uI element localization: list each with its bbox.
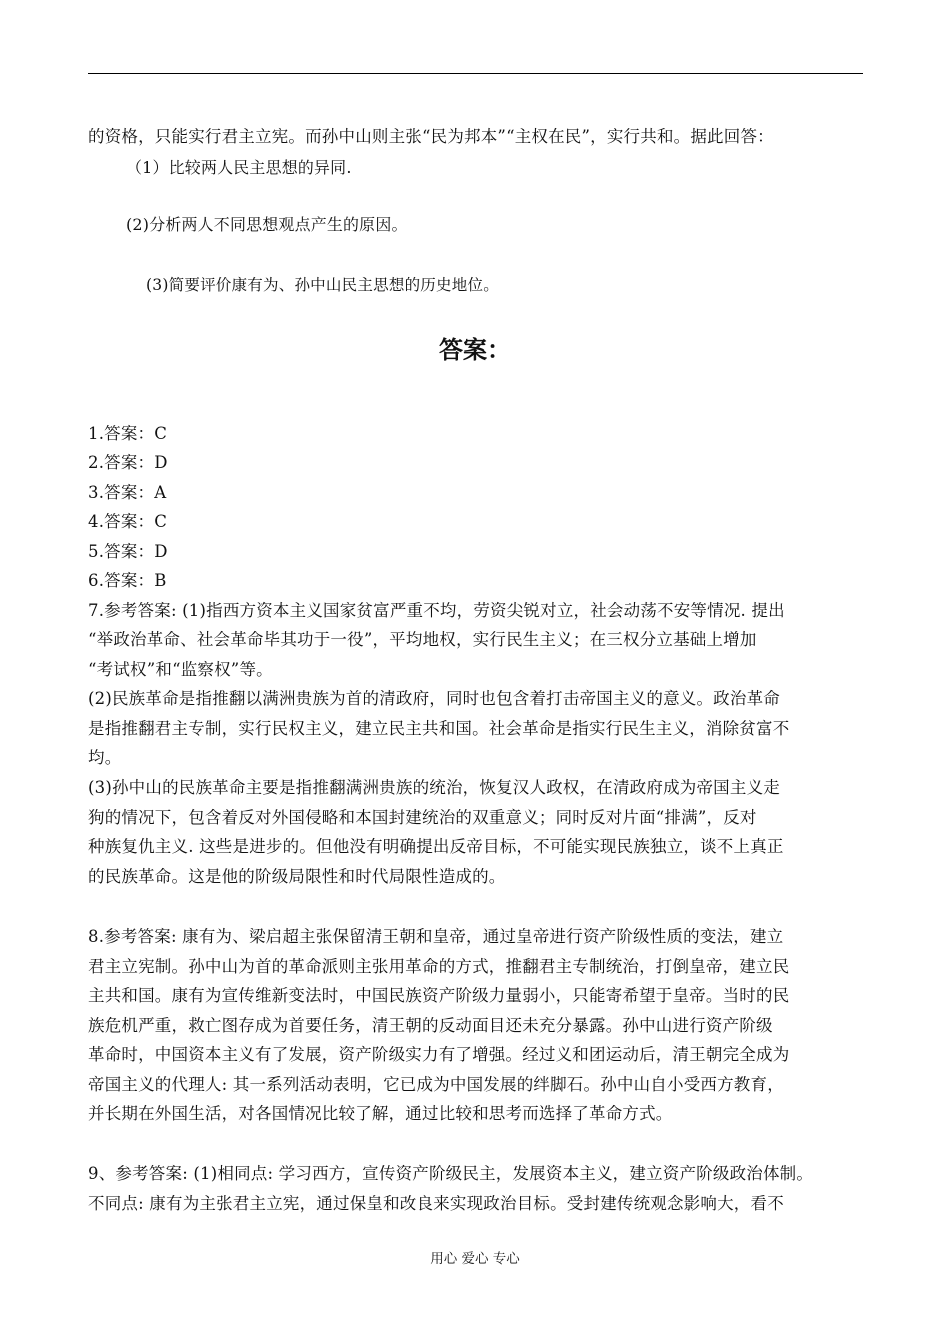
answer9-line: 不同点: 康有为主张君主立宪，通过保皇和改良来实现政治目标。受封建传统观念影响大，看不: [88, 1194, 784, 1213]
answer-line: 3.答案：A: [88, 483, 167, 502]
question-part-1: （1）比较两人民主思想的异同.: [126, 158, 352, 177]
answer7-line: “考试权”和“监察权”等。: [88, 660, 273, 679]
answer7-line: “举政治革命、社会革命毕其功于一役”，平均地权，实行民生主义；在三权分立基础上增加: [88, 630, 757, 649]
answer8-line: 8.参考答案: 康有为、梁启超主张保留清王朝和皇帝，通过皇帝进行资产阶级性质的变法，建立: [88, 927, 784, 946]
answer7-line: 均。: [88, 748, 122, 767]
answer7-line: (3)孙中山的民族革命主要是指推翻满洲贵族的统治，恢复汉人政权，在清政府成为帝国主义走: [88, 778, 780, 797]
answer8-line: 君主立宪制。孙中山为首的革命派则主张用革命的方式，推翻君主专制统治，打倒皇帝，建立民: [88, 957, 790, 976]
question-part-3: (3)简要评价康有为、孙中山民主思想的历史地位。: [146, 276, 499, 294]
answer7-line: (2)民族革命是指推翻以满洲贵族为首的清政府，同时也包含着打击帝国主义的意义。政治革命: [88, 689, 780, 708]
answer8-line: 主共和国。康有为宣传维新变法时，中国民族资产阶级力量弱小，只能寄希望于皇帝。当时的民: [88, 986, 790, 1005]
answer7-line: 是指推翻君主专制，实行民权主义，建立民主共和国。社会革命是指实行民生主义，消除贫富不: [88, 719, 790, 738]
answers-heading: 答案：: [439, 336, 511, 364]
header-rule: [88, 73, 863, 74]
answer7-line: 的民族革命。这是他的阶级局限性和时代局限性造成的。: [88, 867, 506, 886]
question-continuation: 的资格，只能实行君主立宪。而孙中山则主张“民为邦本”“主权在民”，实行共和。据此回答：: [88, 127, 774, 146]
answer8-line: 族危机严重，救亡图存成为首要任务，清王朝的反动面目还未充分暴露。孙中山进行资产阶级: [88, 1016, 773, 1035]
answer8-line: 帝国主义的代理人: 其一系列活动表明，它已成为中国发展的绊脚石。孙中山自小受西方教育，: [88, 1075, 784, 1094]
answer9-line: 9、参考答案: (1)相同点: 学习西方，宣传资产阶级民主，发展资本主义，建立资产阶级政治体制。: [88, 1164, 814, 1183]
answer-line: 5.答案：D: [88, 542, 168, 561]
answer-line: 1.答案：C: [88, 424, 168, 443]
answer7-line: 7.参考答案: (1)指西方资本主义国家贫富严重不均，劳资尖锐对立，社会动荡不安等情况. 提出: [88, 601, 785, 620]
question-part-2: (2)分析两人不同思想观点产生的原因。: [126, 215, 408, 234]
answer7-line: 种族复仇主义. 这些是进步的。但他没有明确提出反帝目标，不可能实现民族独立，谈不上真正: [88, 837, 784, 856]
answer8-line: 革命时，中国资本主义有了发展，资产阶级实力有了增强。经过义和团运动后，清王朝完全成为: [88, 1045, 790, 1064]
page-footer: 用心 爱心 专心: [430, 1251, 520, 1267]
answer-line: 6.答案：B: [88, 571, 167, 590]
answer-line: 4.答案：C: [88, 512, 168, 531]
answer7-line: 狗的情况下，包含着反对外国侵略和本国封建统治的双重意义；同时反对片面“排满”，反对: [88, 808, 757, 827]
answer8-line: 并长期在外国生活，对各国情况比较了解，通过比较和思考而选择了革命方式。: [88, 1104, 673, 1123]
answer-line: 2.答案：D: [88, 453, 168, 472]
